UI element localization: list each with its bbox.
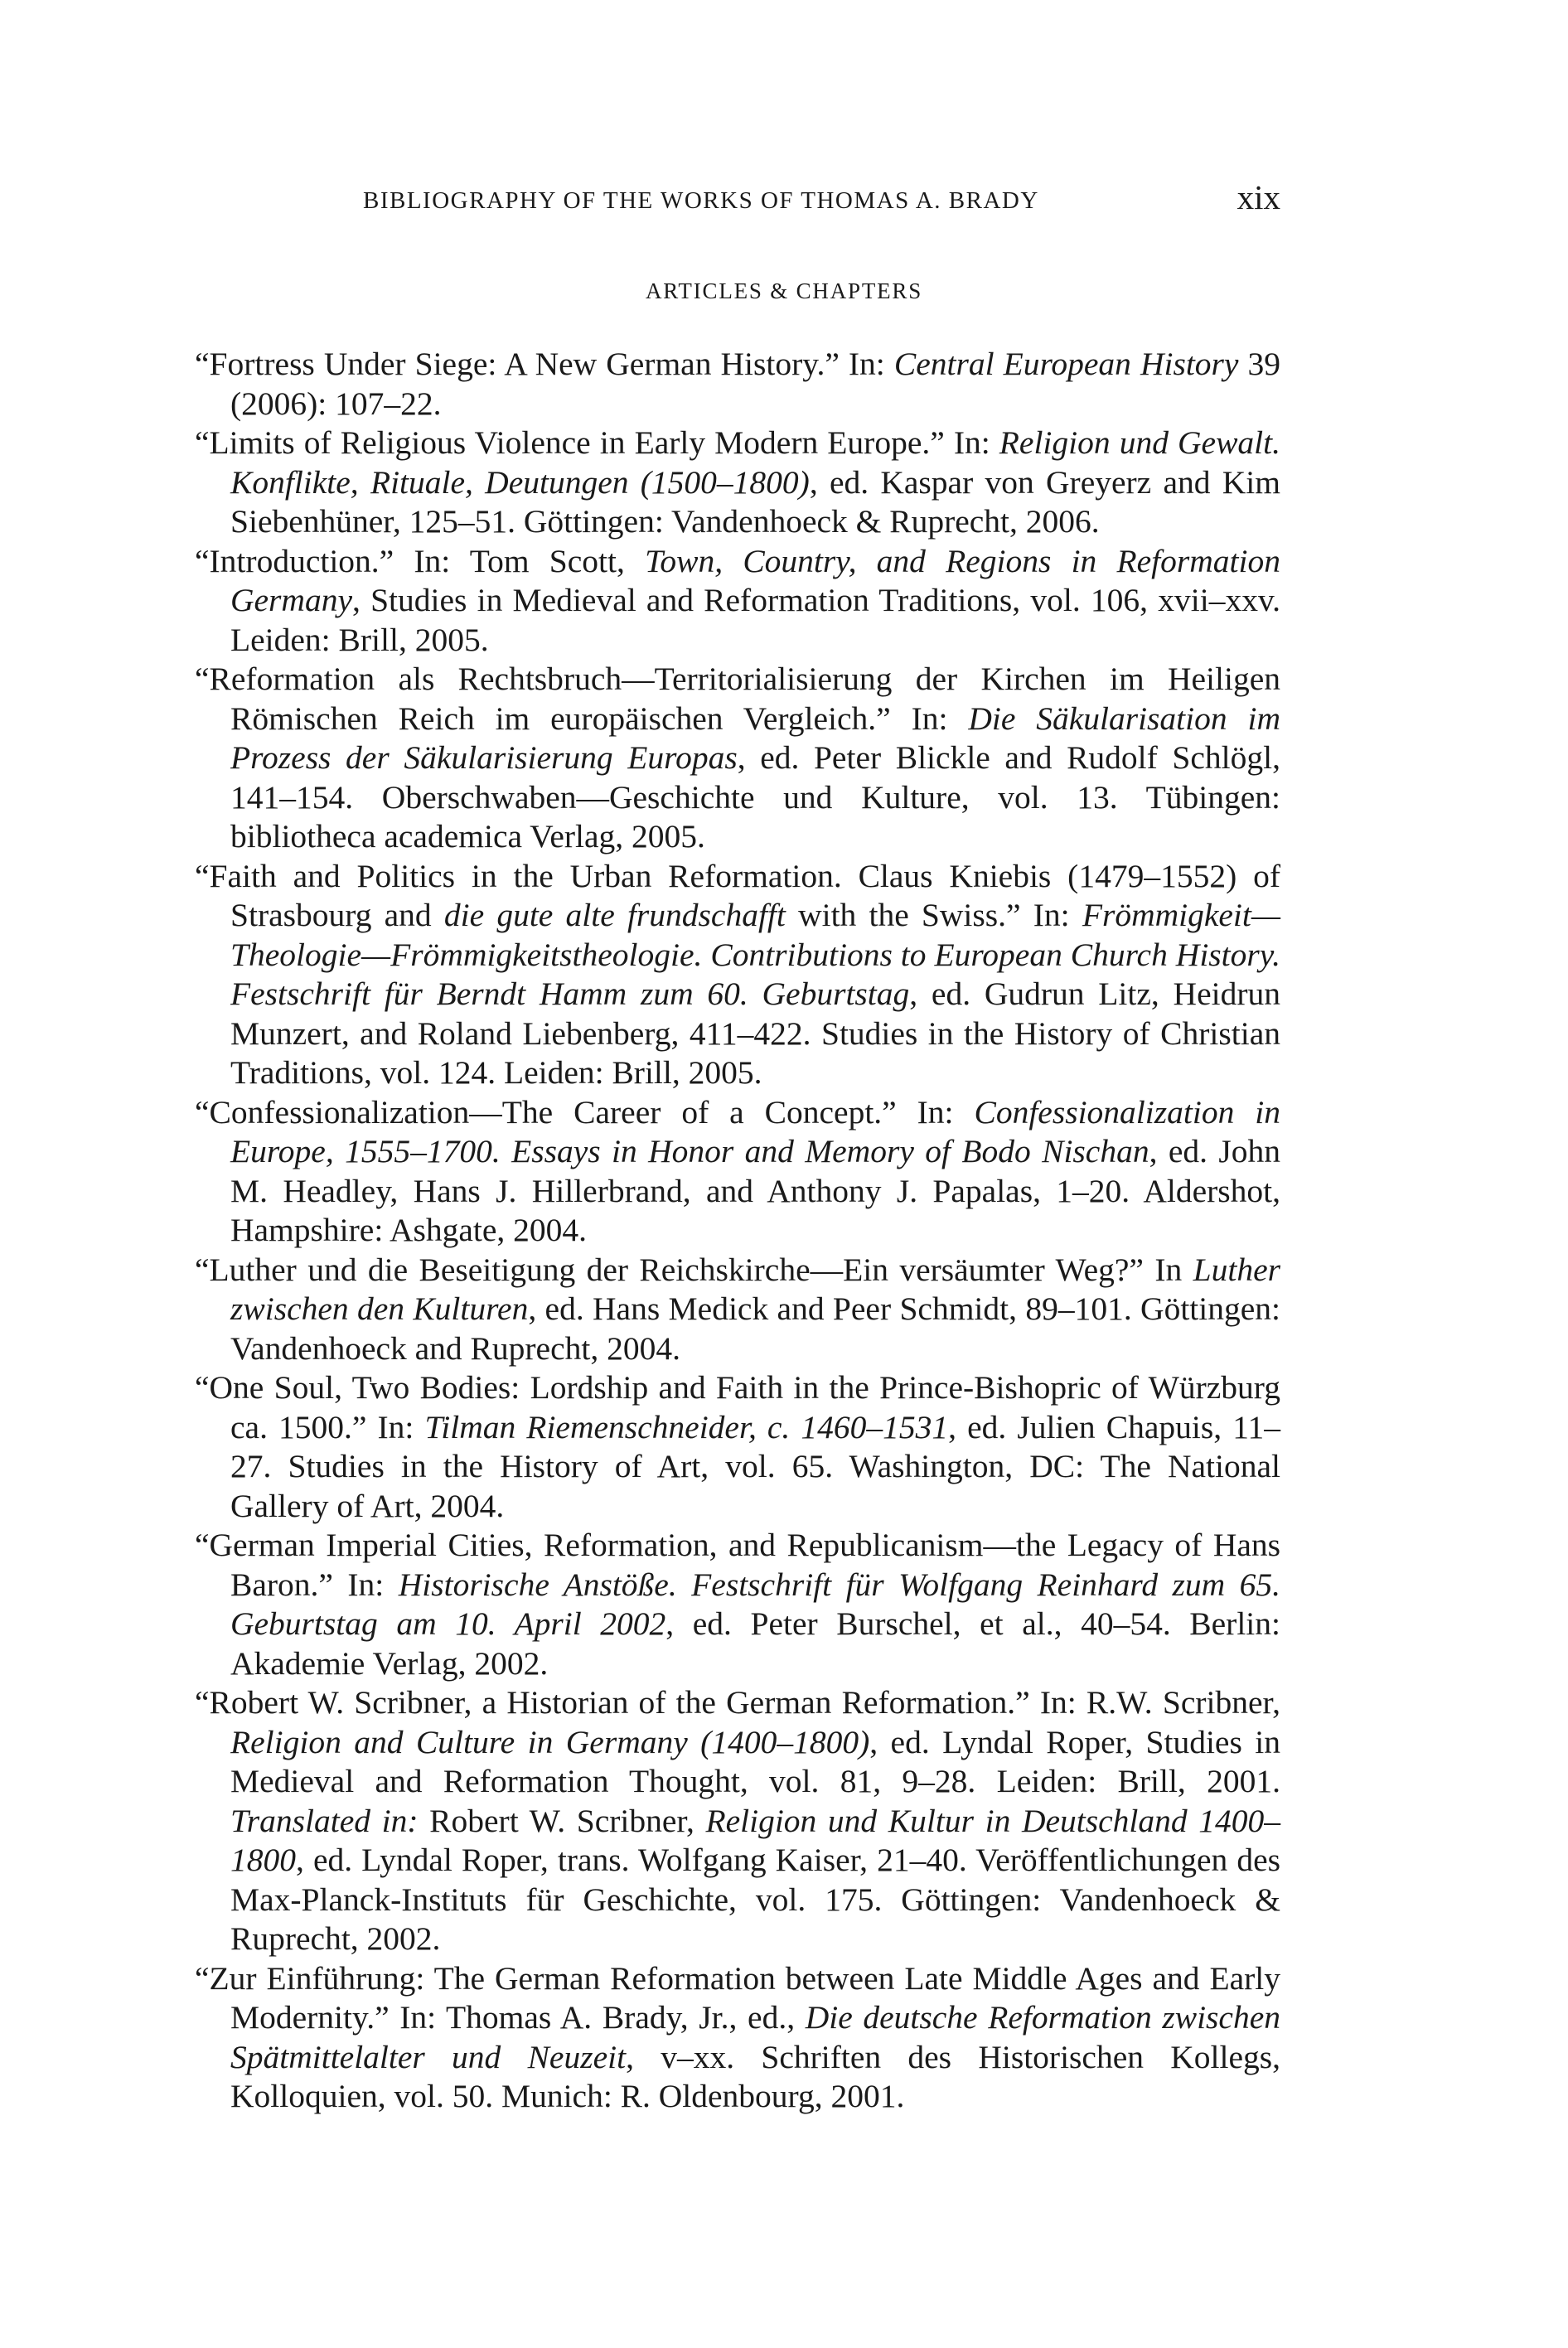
bibliography-entry: “One Soul, Two Bodies: Lordship and Faith in the Prince-Bishopric of Würzburg ca. 1500.” In: Tilman Riemenschneider, c. 1460–1531, ed. Julien Chapuis, 11–27. Studies in the History of Art, vol. 65. Washington, DC: The National Gallery of Art, 2004. <box>195 1369 1280 1524</box>
bibliography-entry: “Reformation als Rechtsbruch—Territorialisierung der Kirchen im Heiligen Römischen Reich im europäischen Vergleich.” In: Die Säkularisation im Prozess der Säkularisierung Europas, ed. Peter Blickle and Rudolf Schlögl, 141–154. Oberschwaben—Geschichte und Kulture, vol. 13. Tübingen: bibliotheca academica Verlag, 2005. <box>195 661 1280 854</box>
bibliography-entry: “Zur Einführung: The German Reformation between Late Middle Ages and Early Modernity.” In: Thomas A. Brady, Jr., ed., Die deutsche Reformation zwischen Spätmittelalter und Neuzeit, v–xx. Schriften des Historischen Kollegs, Kolloquien, vol. 50. Munich: R. Oldenbourg, 2001. <box>195 1959 1281 2114</box>
bibliography-entry: “Robert W. Scribner, a Historian of the German Reformation.” In: R.W. Scribner, Religion and Culture in Germany (1400–1800), ed. Lyndal Roper, Studies in Medieval and Reformation Thought, vol. 81, 9–28. Leiden: Brill, 2001. Translated in: Robert W. Scribner, Religion und Kultur in Deutschland 1400–1800, ed. Lyndal Roper, trans. Wolfgang Kaiser, 21–40. Veröffentlichungen des Max-Planck-Instituts für Geschichte, vol. 175. Göttingen: Vandenhoeck & Ruprecht, 2002. <box>195 1684 1280 1957</box>
bibliography-entry: “Confessionalization—The Career of a Concept.” In: Confessionalization in Europe, 1555–1700. Essays in Honor and Memory of Bodo Nischan, ed. John M. Headley, Hans J. Hillerbrand, and Anthony J. Papalas, 1–20. Aldershot, Hampshire: Ashgate, 2004. <box>195 1093 1281 1248</box>
bibliography-entry: “Faith and Politics in the Urban Reformation. Claus Kniebis (1479–1552) of Strasbourg and die gute alte frundschafft with the Swiss.” In: Frömmigkeit—Theologie—Frömmigkeitstheologie. Contributions to European Church History. Festschrift für Berndt Hamm zum 60. Geburtstag, ed. Gudrun Litz, Heidrun Munzert, and Roland Liebenberg, 411–422. Studies in the History of Christian Traditions, vol. 124. Leiden: Brill, 2005. <box>195 857 1280 1091</box>
bibliography-entry: “Fortress Under Siege: A New German History.” In: Central European History 39 (2006): 107–22. <box>195 346 1281 422</box>
bibliography-entry: “Luther und die Beseitigung der Reichskirche—Ein versäumter Weg?” In Luther zwischen den Kulturen, ed. Hans Medick and Peer Schmidt, 89–101. Göttingen: Vandenhoeck and Ruprecht, 2004. <box>195 1251 1280 1367</box>
bibliography-entry: “German Imperial Cities, Reformation, and Republicanism—the Legacy of Hans Baron.” In: Historische Anstöße. Festschrift für Wolfgang Reinhard zum 65. Geburtstag am 10. April 2002, ed. Peter Burschel, et al., 40–54. Berlin: Akademie Verlag, 2002. <box>195 1527 1280 1682</box>
page-number: xix <box>1236 178 1280 216</box>
running-head: BIBLIOGRAPHY OF THE WORKS OF THOMAS A. BRADY <box>363 187 1039 214</box>
bibliography-entry: “Introduction.” In: Tom Scott, Town, Country, and Regions in Reformation Germany, Studies in Medieval and Reformation Traditions, vol. 106, xvii–xxv. Leiden: Brill, 2005. <box>195 542 1280 658</box>
bibliography-list <box>195 345 1280 2117</box>
bibliography-entry: “Limits of Religious Violence in Early Modern Europe.” In: Religion und Gewalt. Konflikte, Rituale, Deutungen (1500–1800), ed. Kaspar von Greyerz and Kim Siebenhüner, 125–51. Göttingen: Vandenhoeck & Ruprecht, 2006. <box>195 424 1280 540</box>
section-heading: ARTICLES & CHAPTERS <box>645 278 923 303</box>
